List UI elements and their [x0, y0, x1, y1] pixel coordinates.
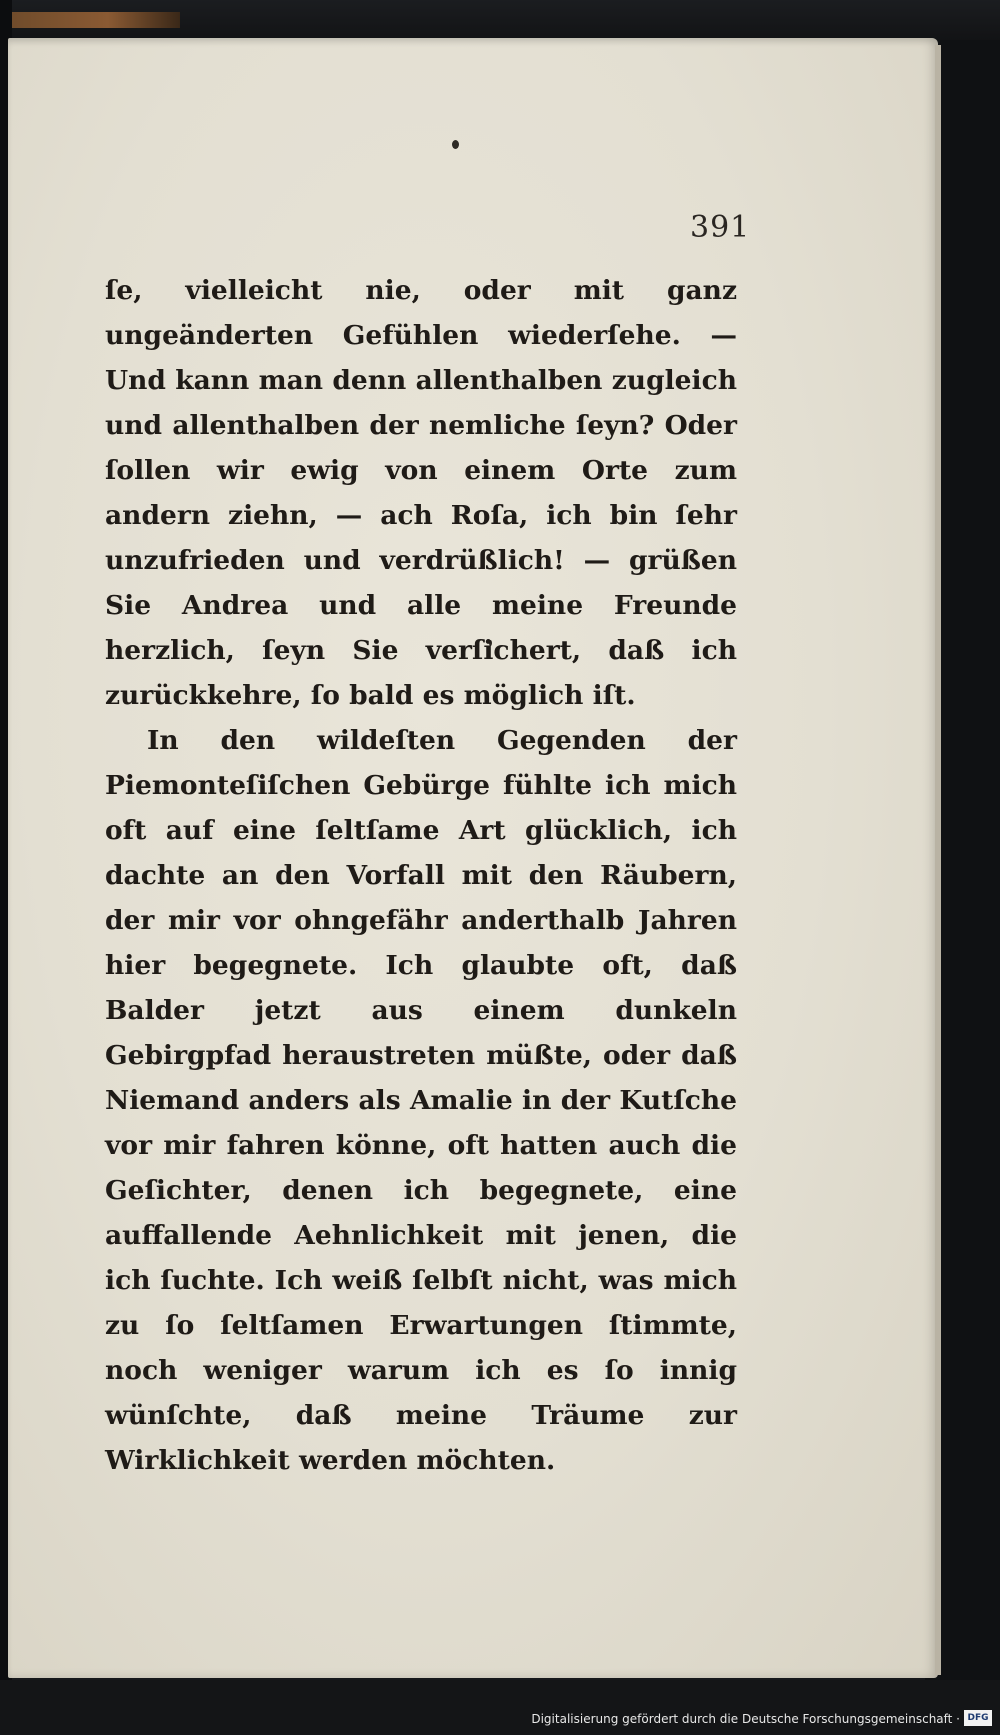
page-number: 391 — [690, 210, 751, 245]
digitization-credit: Digitalisierung gefördert durch die Deutsche Forschungsgemeinschaft · — [531, 1712, 960, 1726]
bookmark-ribbon — [0, 12, 180, 28]
scan-bottom-border — [0, 1680, 1000, 1735]
ink-spot — [452, 140, 459, 149]
dfg-logo: DFG — [964, 1710, 992, 1726]
paragraph-2: In den wildeſten Gegenden der Piemonteſiſchen Gebürge fühlte ich mich oft auf eine ſeltſame Art glücklich, ich dachte an den Vorfall mit den Räubern, der mir vor ohngefähr anderthalb Jahren hier begegnete. Ich glaubte oft, daß Balder jetzt aus einem dunkeln Gebirgpfad heraustreten müßte, oder daß Niemand anders als Amalie in der Kutſche vor mir fahren könne, oft hatten auch die Geſichter, denen ich begegnete, eine auffallende Aehnlichkeit mit jenen, die ich ſuchte. Ich weiß ſelbſt nicht, was mich zu ſo ſeltſamen Erwartungen ſtimmte, noch weniger warum ich es ſo innig wünſchte, daß meine Träume zur Wirklichkeit werden möchten. — [105, 725, 737, 1476]
paragraph-1: ſe, vielleicht nie, oder mit ganz ungeänderten Gefühlen wiederſehe. — Und kann man denn allenthalben zugleich und allenthalben der nemliche ſeyn? Oder ſollen wir ewig von einem Orte zum andern ziehn, — ach Roſa, ich bin ſehr unzufrieden und verdrüßlich! — grüßen Sie Andrea und alle meine Freunde herzlich, ſeyn Sie verſichert, daß ich zurückkehre, ſo bald es möglich iſt. — [105, 275, 737, 711]
page-edge — [935, 45, 941, 1675]
